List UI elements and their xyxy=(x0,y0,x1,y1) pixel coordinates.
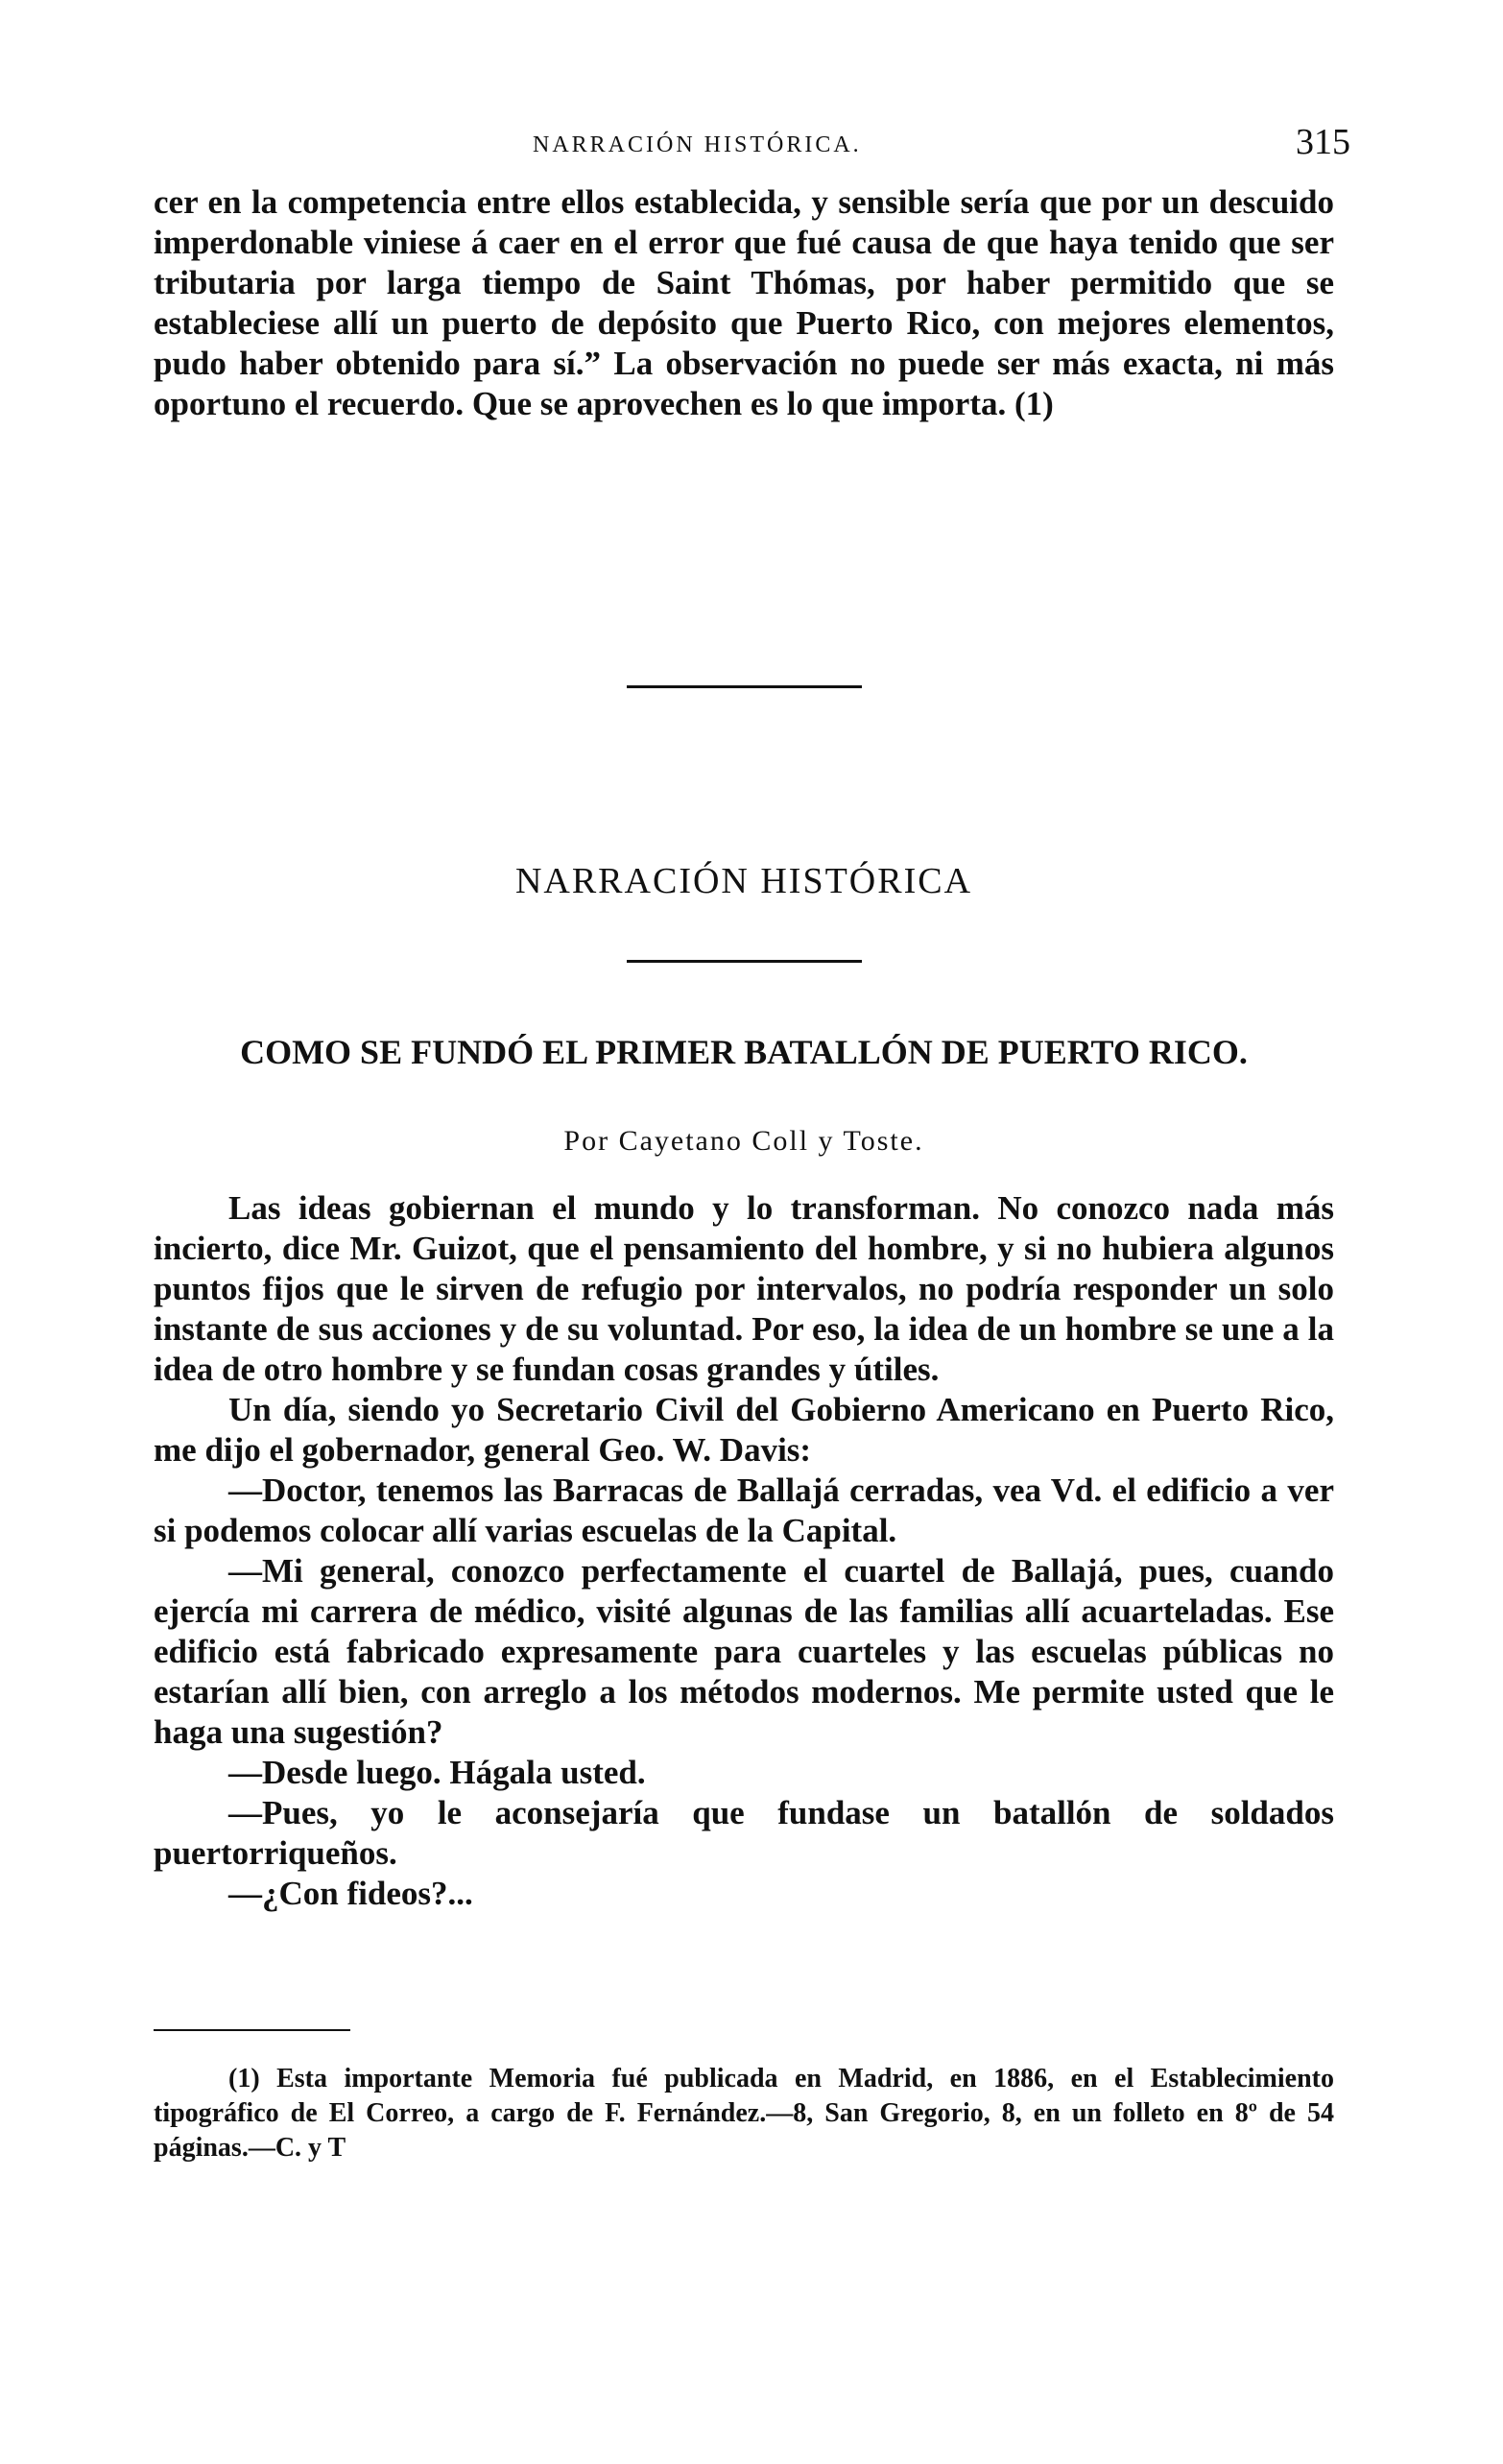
paragraph: Un día, siendo yo Secretario Civil del Gobierno Americano en Puerto Rico, me dijo el gobernador, general Geo. W. Davis: xyxy=(154,1391,1334,1469)
paragraph: —Desde luego. Hágala usted. xyxy=(228,1754,646,1791)
paragraph: —Mi general, conozco perfectamente el cuartel de Ballajá, pues, cuando ejercía mi carrera de médico, visité algunas de las familias allí acuarteladas. Ese edificio está fabricado expresamente para cuarteles y las escuelas públicas no estarían allí bien, con arreglo a los métodos modernos. Me permite usted que le haga una sugestión? xyxy=(154,1552,1334,1751)
paragraph: —Doctor, tenemos las Barracas de Ballajá cerradas, vea Vd. el edificio a ver si podemos colocar allí varias escuelas de la Capital. xyxy=(154,1471,1334,1549)
footnote xyxy=(154,2062,1334,2165)
footnote-rule xyxy=(154,2029,350,2031)
author-byline: Por Cayetano Coll y Toste. xyxy=(563,1125,924,1157)
article-body xyxy=(154,1188,1334,1914)
paragraph: cer en la competencia entre ellos establecida, y sensible sería que por un descuido imperdonable viniese á caer en el error que fué causa de que haya tenido que ser tributaria por larga tiempo de Saint Thómas, por haber permitido que se estableciese allí un puerto de depósito que Puerto Rico, con mejores elementos, pudo haber obtenido para sí.” La observación no puede ser más exacta, ni más oportuno el recuerdo. Que se aprovechen es lo que importa. (1) xyxy=(154,183,1334,422)
page-number: 315 xyxy=(1296,122,1350,162)
paragraph: —¿Con fideos?... xyxy=(228,1875,473,1912)
divider-rule xyxy=(627,960,862,963)
continued-paragraph xyxy=(154,182,1334,424)
footnote-text: (1) Esta importante Memoria fué publicada en Madrid, en 1886, en el Establecimiento tipográfico de El Correo, a cargo de F. Fernández.—8, San Gregorio, 8, en un folleto en 8º de 54 páginas.—C. y T xyxy=(154,2064,1334,2163)
divider-rule xyxy=(627,685,862,688)
chapter-title: COMO SE FUNDÓ EL PRIMER BATALLÓN DE PUERTO RICO. xyxy=(240,1033,1248,1071)
paragraph: —Pues, yo le aconsejaría que fundase un batallón de soldados puertorriqueños. xyxy=(154,1794,1334,1872)
section-title: NARRACIÓN HISTÓRICA xyxy=(514,861,973,901)
paragraph: Las ideas gobiernan el mundo y lo transforman. No conozco nada más incierto, dice Mr. Guizot, que el pensamiento del hombre, y si no hubiera algunos puntos fijos que le sirven de refugio por intervalos, no podría responder un solo instante de sus acciones y de su voluntad. Por eso, la idea de un hombre se une a la idea de otro hombre y se fundan cosas grandes y útiles. xyxy=(154,1189,1334,1388)
running-head: NARRACIÓN HISTÓRICA. xyxy=(533,132,862,157)
